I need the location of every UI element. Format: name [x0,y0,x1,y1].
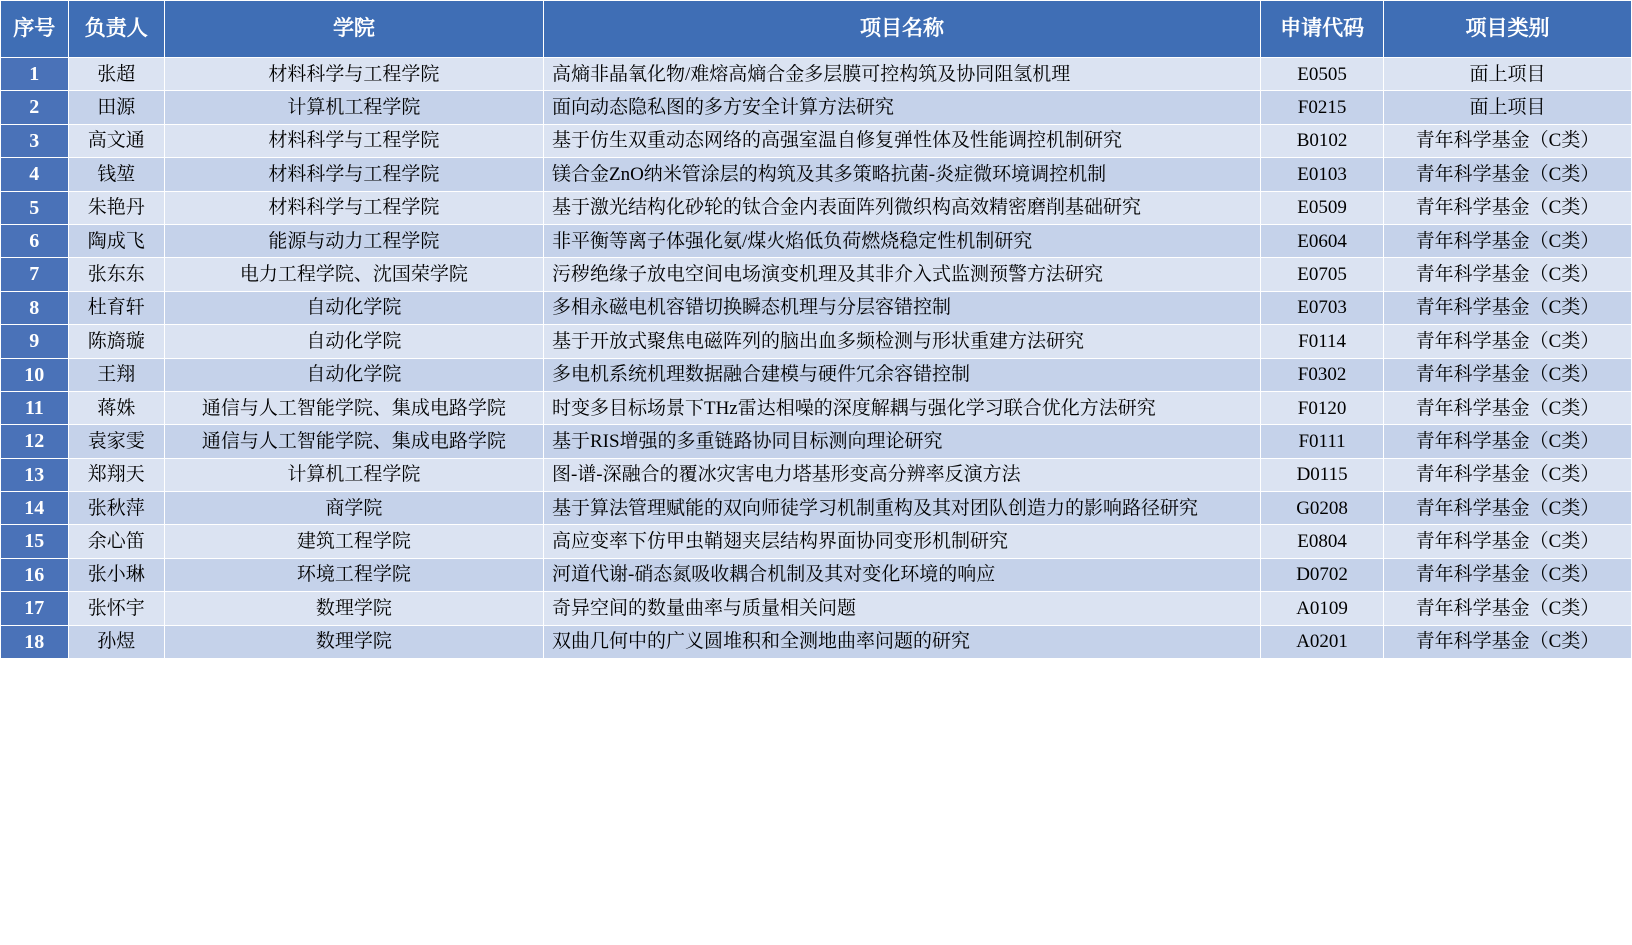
row-college: 材料科学与工程学院 [164,158,543,191]
table-row [1,124,1632,157]
row-pi: 张超 [68,58,164,91]
row-title: 双曲几何中的广义圆堆积和全测地曲率问题的研究 [543,625,1260,658]
row-type: 青年科学基金（C类） [1384,458,1632,491]
column-header-title: 项目名称 [543,1,1260,58]
row-index: 7 [1,258,69,291]
row-college: 能源与动力工程学院 [164,224,543,257]
row-title: 基于激光结构化砂轮的钛合金内表面阵列微织构高效精密磨削基础研究 [543,191,1260,224]
row-pi: 王翔 [68,358,164,391]
table-row [1,91,1632,124]
row-code: E0103 [1261,158,1384,191]
row-pi: 田源 [68,91,164,124]
table-row [1,258,1632,291]
row-index: 6 [1,224,69,257]
table-row [1,58,1632,91]
row-title: 图-谱-深融合的覆冰灾害电力塔基形变高分辨率反演方法 [543,458,1260,491]
row-type: 青年科学基金（C类） [1384,158,1632,191]
row-title: 高应变率下仿甲虫鞘翅夹层结构界面协同变形机制研究 [543,525,1260,558]
table-row [1,391,1632,424]
row-type: 青年科学基金（C类） [1384,325,1632,358]
row-title: 基于开放式聚焦电磁阵列的脑出血多频检测与形状重建方法研究 [543,325,1260,358]
row-type: 青年科学基金（C类） [1384,525,1632,558]
row-code: A0201 [1261,625,1384,658]
row-college: 自动化学院 [164,325,543,358]
table-body [1,58,1632,659]
row-title: 镁合金ZnO纳米管涂层的构筑及其多策略抗菌-炎症微环境调控机制 [543,158,1260,191]
row-pi: 孙煜 [68,625,164,658]
row-index: 1 [1,58,69,91]
row-type: 青年科学基金（C类） [1384,191,1632,224]
row-pi: 朱艳丹 [68,191,164,224]
row-type: 青年科学基金（C类） [1384,391,1632,424]
row-type: 青年科学基金（C类） [1384,558,1632,591]
row-code: A0109 [1261,592,1384,625]
row-pi: 张怀宇 [68,592,164,625]
row-college: 计算机工程学院 [164,458,543,491]
row-pi: 高文通 [68,124,164,157]
row-pi: 张小琳 [68,558,164,591]
row-code: E0509 [1261,191,1384,224]
row-title: 面向动态隐私图的多方安全计算方法研究 [543,91,1260,124]
row-title: 时变多目标场景下THz雷达相噪的深度解耦与强化学习联合优化方法研究 [543,391,1260,424]
row-title: 基于RIS增强的多重链路协同目标测向理论研究 [543,425,1260,458]
row-college: 通信与人工智能学院、集成电路学院 [164,391,543,424]
row-index: 12 [1,425,69,458]
row-index: 15 [1,525,69,558]
row-college: 自动化学院 [164,291,543,324]
row-type: 青年科学基金（C类） [1384,492,1632,525]
row-pi: 余心笛 [68,525,164,558]
table-row [1,224,1632,257]
table-row [1,592,1632,625]
row-index: 3 [1,124,69,157]
row-code: F0302 [1261,358,1384,391]
row-title: 多电机系统机理数据融合建模与硬件冗余容错控制 [543,358,1260,391]
row-college: 电力工程学院、沈国荣学院 [164,258,543,291]
row-type: 青年科学基金（C类） [1384,625,1632,658]
row-pi: 蒋姝 [68,391,164,424]
row-code: E0604 [1261,224,1384,257]
row-title: 基于仿生双重动态网络的高强室温自修复弹性体及性能调控机制研究 [543,124,1260,157]
row-college: 通信与人工智能学院、集成电路学院 [164,425,543,458]
row-code: E0804 [1261,525,1384,558]
row-title: 多相永磁电机容错切换瞬态机理与分层容错控制 [543,291,1260,324]
table-row [1,492,1632,525]
row-type: 面上项目 [1384,58,1632,91]
row-index: 14 [1,492,69,525]
row-index: 2 [1,91,69,124]
column-header-index: 序号 [1,1,69,58]
row-code: F0120 [1261,391,1384,424]
table-row [1,191,1632,224]
table-row [1,358,1632,391]
table-row [1,558,1632,591]
row-pi: 陈旖璇 [68,325,164,358]
table-row [1,625,1632,658]
column-header-code: 申请代码 [1261,1,1384,58]
column-header-college: 学院 [164,1,543,58]
row-index: 8 [1,291,69,324]
column-header-pi: 负责人 [68,1,164,58]
row-college: 计算机工程学院 [164,91,543,124]
row-code: B0102 [1261,124,1384,157]
row-index: 9 [1,325,69,358]
row-college: 材料科学与工程学院 [164,58,543,91]
row-type: 青年科学基金（C类） [1384,425,1632,458]
row-code: G0208 [1261,492,1384,525]
row-pi: 张东东 [68,258,164,291]
row-type: 青年科学基金（C类） [1384,358,1632,391]
row-college: 商学院 [164,492,543,525]
row-title: 基于算法管理赋能的双向师徒学习机制重构及其对团队创造力的影响路径研究 [543,492,1260,525]
row-title: 奇异空间的数量曲率与质量相关问题 [543,592,1260,625]
row-code: F0111 [1261,425,1384,458]
row-type: 青年科学基金（C类） [1384,258,1632,291]
row-index: 11 [1,391,69,424]
row-college: 自动化学院 [164,358,543,391]
row-title: 河道代谢-硝态氮吸收耦合机制及其对变化环境的响应 [543,558,1260,591]
table-row [1,425,1632,458]
row-code: D0702 [1261,558,1384,591]
row-index: 17 [1,592,69,625]
row-college: 材料科学与工程学院 [164,124,543,157]
row-code: F0215 [1261,91,1384,124]
row-code: F0114 [1261,325,1384,358]
row-title: 高熵非晶氧化物/难熔高熵合金多层膜可控构筑及协同阻氢机理 [543,58,1260,91]
row-college: 数理学院 [164,625,543,658]
row-index: 4 [1,158,69,191]
row-pi: 张秋萍 [68,492,164,525]
row-type: 青年科学基金（C类） [1384,291,1632,324]
table-row [1,158,1632,191]
table-row [1,458,1632,491]
row-index: 5 [1,191,69,224]
row-code: E0703 [1261,291,1384,324]
table-header [1,1,1632,58]
table-header-row [1,1,1632,58]
table-row [1,291,1632,324]
row-type: 青年科学基金（C类） [1384,224,1632,257]
row-college: 建筑工程学院 [164,525,543,558]
row-code: E0505 [1261,58,1384,91]
row-index: 18 [1,625,69,658]
row-code: E0705 [1261,258,1384,291]
row-code: D0115 [1261,458,1384,491]
row-pi: 陶成飞 [68,224,164,257]
row-type: 青年科学基金（C类） [1384,592,1632,625]
row-pi: 杜育轩 [68,291,164,324]
row-college: 环境工程学院 [164,558,543,591]
row-pi: 钱堃 [68,158,164,191]
row-college: 材料科学与工程学院 [164,191,543,224]
row-pi: 袁家雯 [68,425,164,458]
row-index: 16 [1,558,69,591]
row-type: 面上项目 [1384,91,1632,124]
row-pi: 郑翔天 [68,458,164,491]
table-row [1,525,1632,558]
row-college: 数理学院 [164,592,543,625]
row-index: 10 [1,358,69,391]
row-type: 青年科学基金（C类） [1384,124,1632,157]
row-title: 污秽绝缘子放电空间电场演变机理及其非介入式监测预警方法研究 [543,258,1260,291]
row-title: 非平衡等离子体强化氨/煤火焰低负荷燃烧稳定性机制研究 [543,224,1260,257]
table-row [1,325,1632,358]
column-header-type: 项目类别 [1384,1,1632,58]
row-index: 13 [1,458,69,491]
